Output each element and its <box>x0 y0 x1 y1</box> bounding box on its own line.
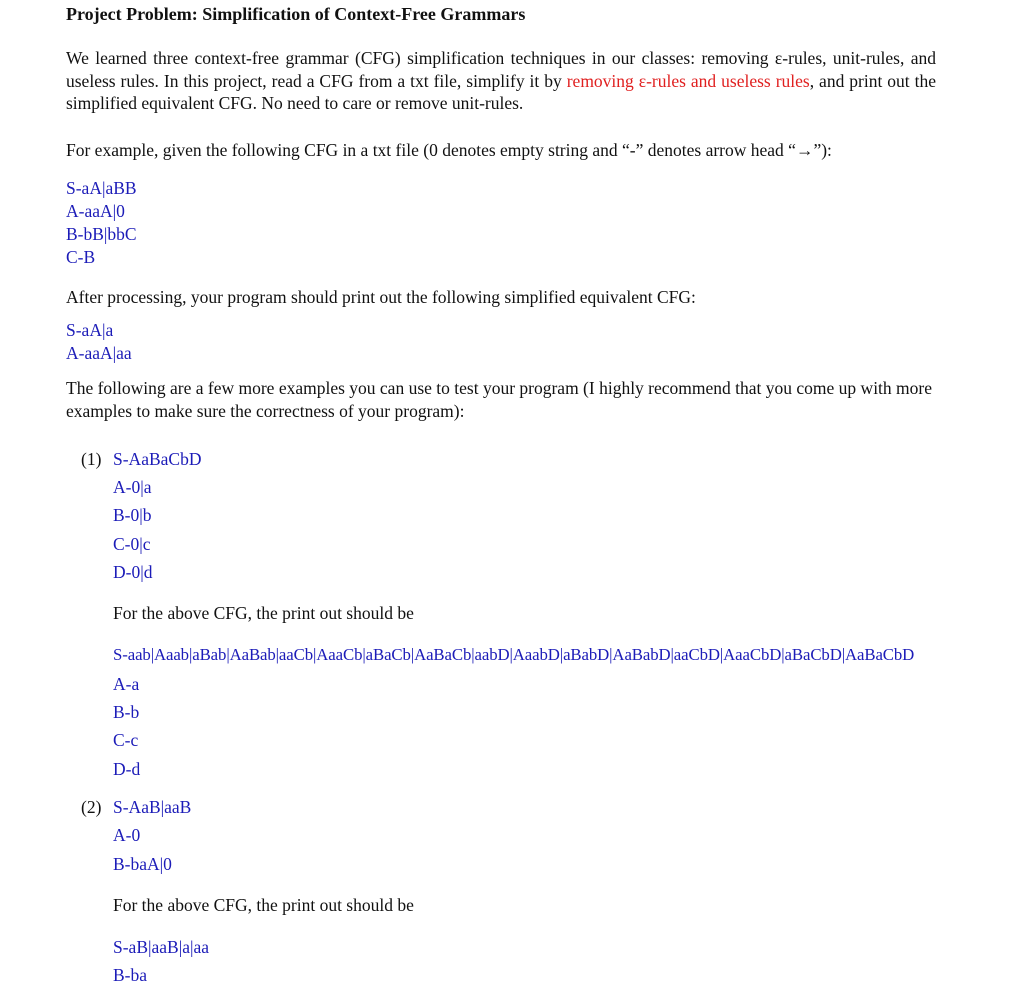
ex1-cfg-line: C-0|c <box>113 534 151 554</box>
example-result-line: S-aA|a <box>66 320 114 340</box>
ex1-cfg-line: D-0|d <box>113 562 153 582</box>
page-title: Project Problem: Simplification of Context-Free Grammars <box>66 4 526 24</box>
ex2-cfg-line: S-AaB|aaB <box>113 797 192 817</box>
ex1-cfg-line: B-0|b <box>113 505 152 525</box>
ex2-cfg-line: A-0 <box>113 825 141 845</box>
intro-text-before: We learned three context-free grammar (CFG) simplification techniques in our classes: removing ε-rules, unit-rules, and useless rules. In this project, read a CFG from a txt file, simplify it by <box>66 48 936 91</box>
after-processing-text: After processing, your program should print out the following simplified equivalent CFG: <box>66 287 696 307</box>
ex1-output-line: C-c <box>113 730 139 750</box>
example-result-line: A-aaA|aa <box>66 343 132 363</box>
intro-paragraph <box>66 47 936 115</box>
example-cfg-line: S-aA|aBB <box>66 178 137 198</box>
ex1-output-line: A-a <box>113 674 140 694</box>
example-cfg-line: C-B <box>66 247 96 267</box>
more-examples-text: The following are a few more examples you can use to test your program (I highly recommend that you come up with more examples to make sure the correctness of your program): <box>66 378 932 421</box>
ex1-output-line: D-d <box>113 759 141 779</box>
intro-text-after: , and print out the simplified equivalent CFG. No need to care or remove unit-rules. <box>66 70 937 113</box>
ex1-label: For the above CFG, the print out should be <box>113 603 414 623</box>
ex2-output-line: B-ba <box>113 965 148 985</box>
ex2-label: For the above CFG, the print out should be <box>113 895 414 915</box>
ex1-output-line: S-aab|Aaab|aBab|AaBab|aaCb|AaaCb|aBaCb|AaBaCb|aabD|AaabD|aBabD|AaBabD|aaCbD|AaaCbD|aBaCbD|AaBaCbD <box>113 645 915 664</box>
ex2-cfg-line: B-baA|0 <box>113 854 172 874</box>
ex1-output-line: B-b <box>113 702 140 722</box>
example-cfg-line: A-aaA|0 <box>66 201 125 221</box>
example-intro: For example, given the following CFG in a txt file (0 denotes empty string and “-” denotes arrow head “→”): <box>66 140 832 160</box>
example-2-number: (2) <box>81 797 102 817</box>
ex2-output-line: S-aB|aaB|a|aa <box>113 937 210 957</box>
example-cfg-line: B-bB|bbC <box>66 224 137 244</box>
intro-highlight: removing ε-rules and useless rules <box>566 70 810 91</box>
example-1-number: (1) <box>81 449 102 469</box>
ex1-cfg-line: A-0|a <box>113 477 152 497</box>
ex1-cfg-line: S-AaBaCbD <box>113 449 202 469</box>
